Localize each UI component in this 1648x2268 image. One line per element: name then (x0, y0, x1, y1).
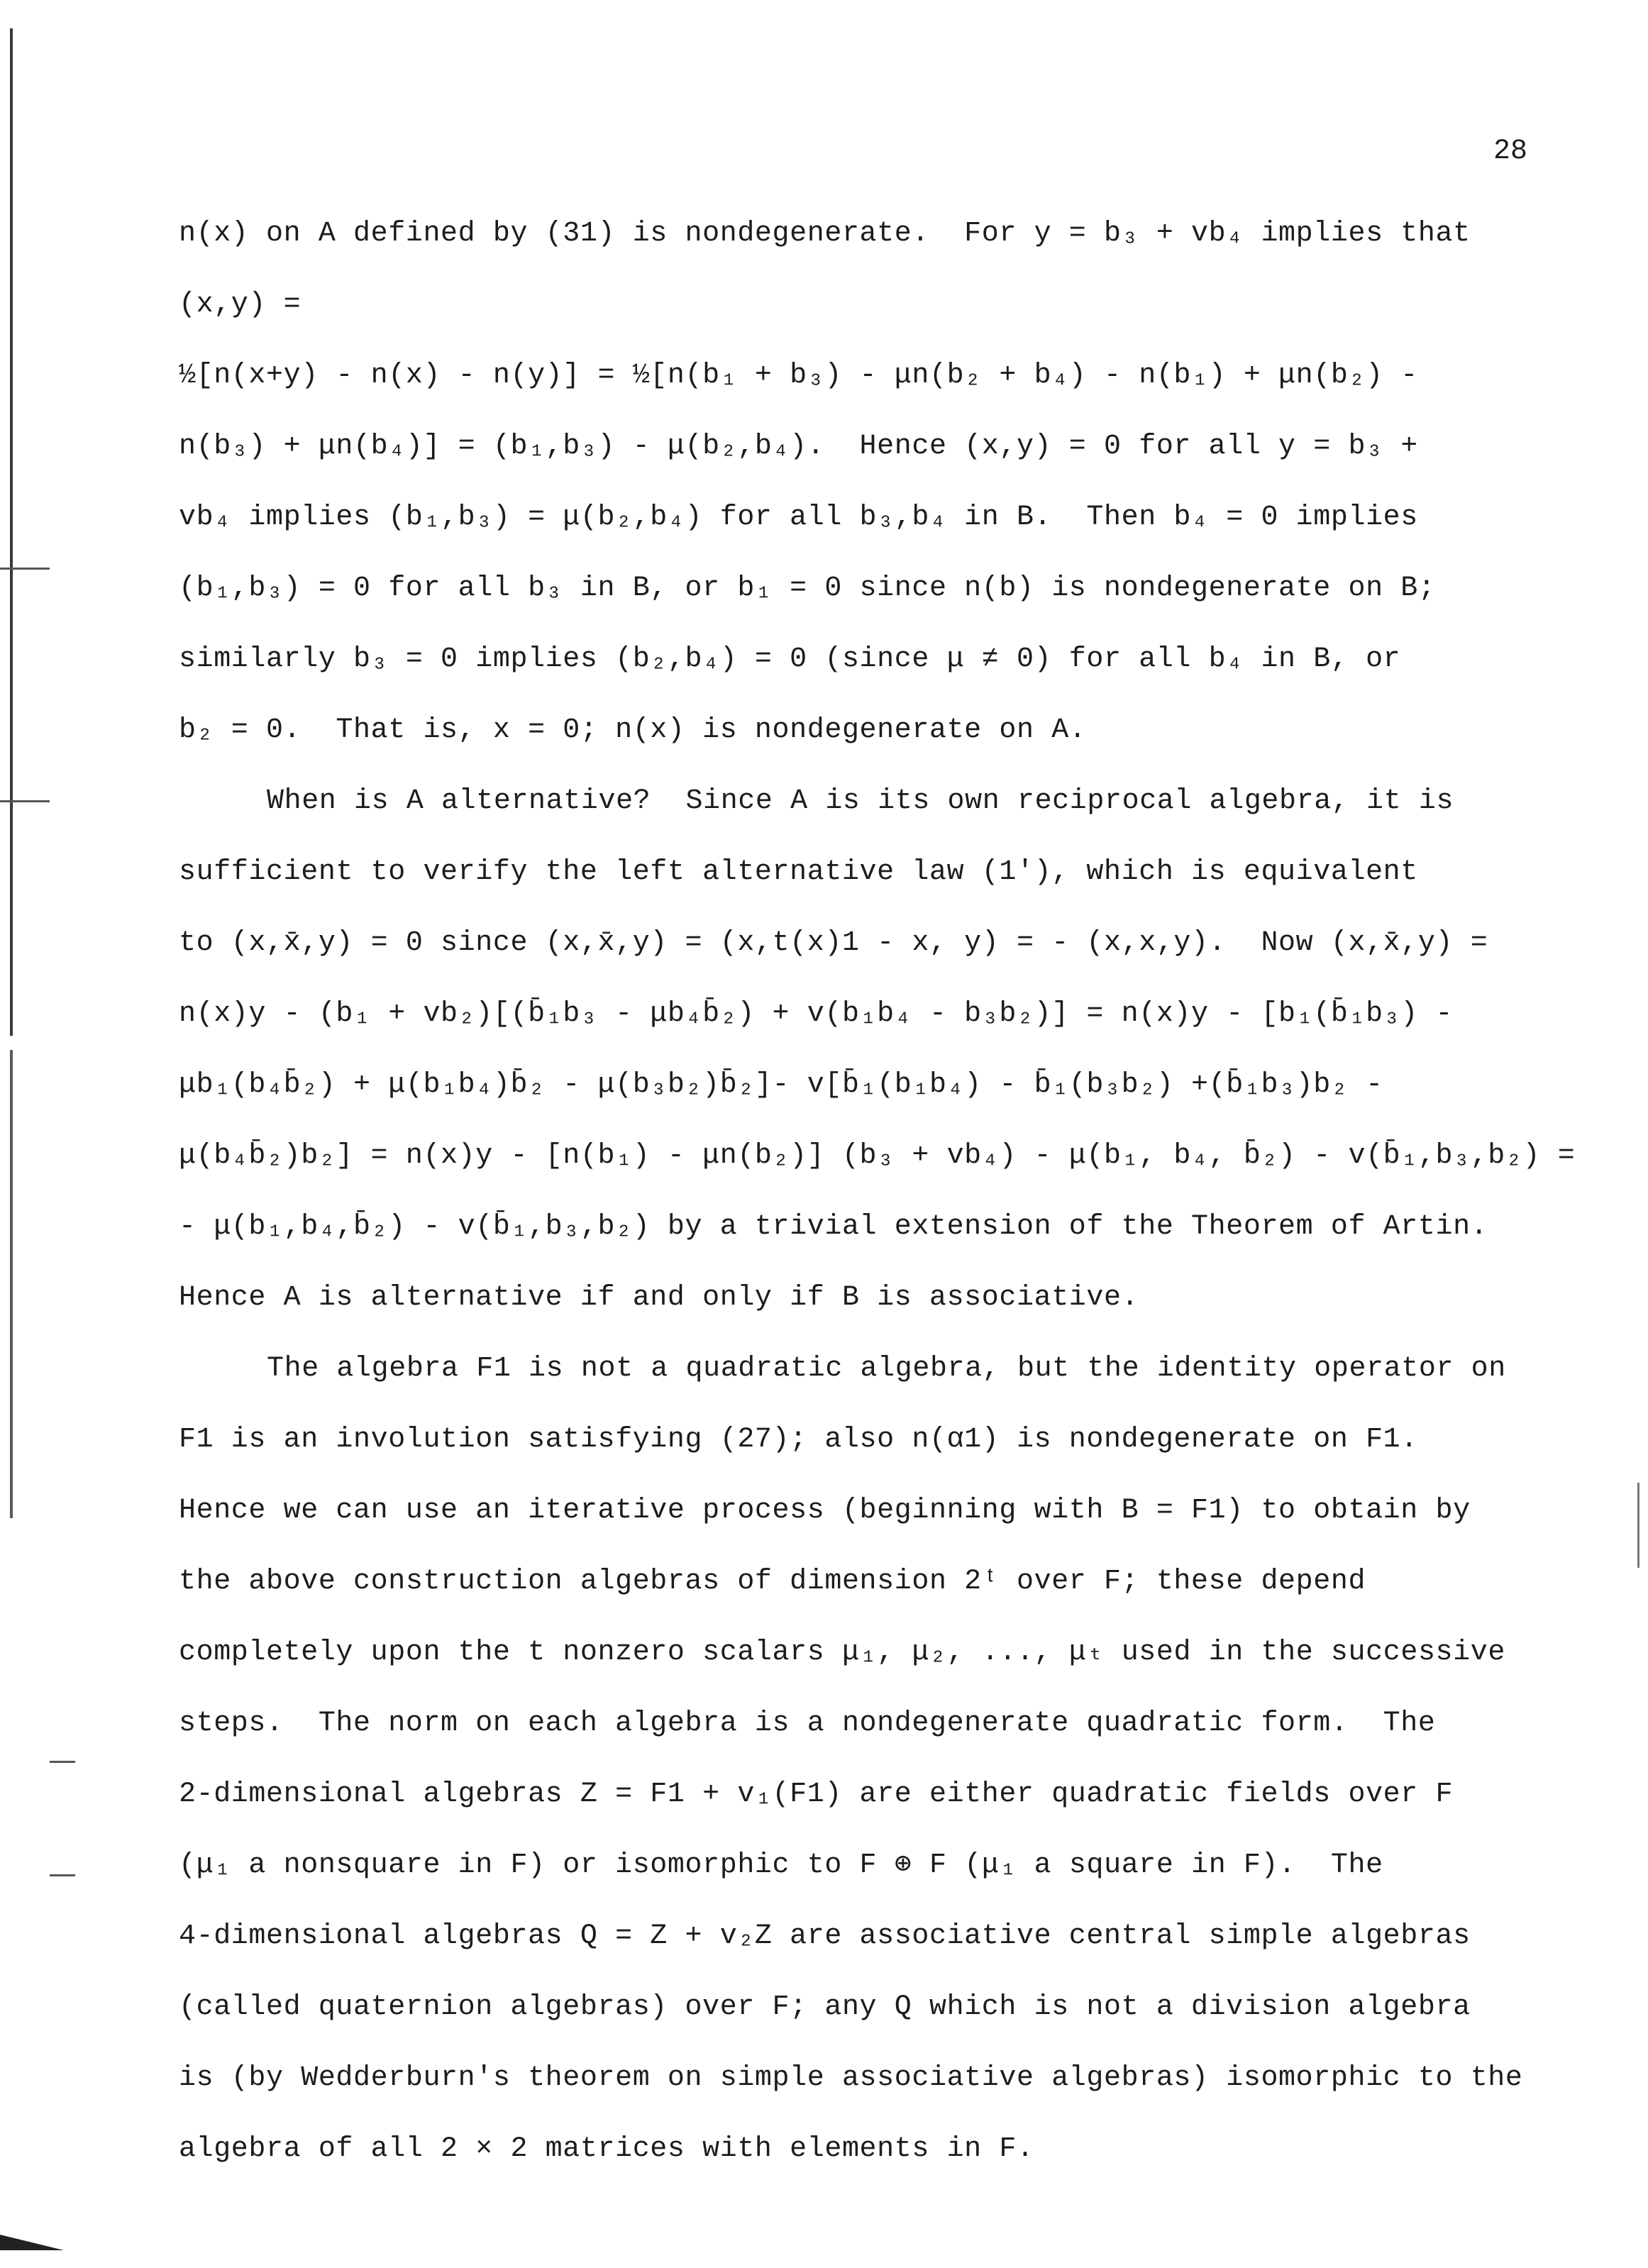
text-line: steps. The norm on each algebra is a nondegenerate quadratic form. The (179, 1708, 1436, 1739)
text-line: F1 is an involution satisfying (27); also n(α1) is nondegenerate on F1. (179, 1424, 1418, 1456)
text-line: vb₄ implies (b₁,b₃) = μ(b₂,b₄) for all b₃,b₄ in B. Then b₄ = 0 implies (179, 502, 1418, 533)
text-line: is (by Wedderburn's theorem on simple associative algebras) isomorphic to the (179, 2062, 1523, 2094)
text-line: ½[n(x+y) - n(x) - n(y)] = ½[n(b₁ + b₃) - μn(b₂ + b₄) - n(b₁) + μn(b₂) - (179, 360, 1418, 392)
text-line: n(x) on A defined by (31) is nondegenerate. For y = b₃ + vb₄ implies that (179, 218, 1471, 250)
text-line: (called quaternion algebras) over F; any Q which is not a division algebra (179, 1991, 1471, 2023)
text-line: 4-dimensional algebras Q = Z + v₂Z are associative central simple algebras (179, 1920, 1471, 1952)
text-line: μb₁(b₄b̄₂) + μ(b₁b₄)b̄₂ - μ(b₃b₂)b̄₂]- v[b̄₁(b₁b₄) - b̄₁(b₃b₂) +(b̄₁b₃)b₂ - (179, 1069, 1383, 1101)
text-line: the above construction algebras of dimension 2ᵗ over F; these depend (179, 1566, 1366, 1598)
bottom-edge-mark (0, 2235, 64, 2250)
body-text (179, 199, 1576, 2185)
text-line: (x,y) = (179, 289, 302, 321)
text-line: - μ(b₁,b₄,b̄₂) - v(b̄₁,b₃,b₂) by a trivial extension of the Theorem of Artin. (179, 1211, 1488, 1243)
left-margin-rule-lower (10, 1050, 13, 1518)
text-line: to (x,x̄,y) = 0 since (x,x̄,y) = (x,t(x)1 - x, y) = - (x,x,y). Now (x,x̄,y) = (179, 927, 1488, 959)
text-line: (b₁,b₃) = 0 for all b₃ in B, or b₁ = 0 since n(b) is nondegenerate on B; (179, 572, 1436, 604)
page-number: 28 (1493, 135, 1528, 167)
right-margin-mark (1637, 1483, 1639, 1568)
text-line: similarly b₃ = 0 implies (b₂,b₄) = 0 (since μ ≠ 0) for all b₄ in B, or (179, 643, 1401, 675)
text-line: n(b₃) + μn(b₄)] = (b₁,b₃) - μ(b₂,b₄). Hence (x,y) = 0 for all y = b₃ + (179, 431, 1418, 463)
text-line: sufficient to verify the left alternative law (1'), which is equivalent (179, 856, 1418, 888)
text-line: Hence A is alternative if and only if B is associative. (179, 1282, 1139, 1314)
text-line: algebra of all 2 × 2 matrices with elements in F. (179, 2133, 1034, 2165)
text-line: completely upon the t nonzero scalars μ₁, μ₂, ..., μₜ used in the successive (179, 1637, 1505, 1669)
text-line: When is A alternative? Since A is its own reciprocal algebra, it is (267, 785, 1454, 817)
left-margin-rule (10, 28, 13, 1036)
margin-tick-mark (50, 1874, 75, 1876)
margin-tick-mark (0, 800, 50, 802)
margin-tick-mark (0, 568, 50, 570)
text-line: The algebra F1 is not a quadratic algebra, but the identity operator on (267, 1353, 1506, 1385)
text-line: μ(b₄b̄₂)b₂] = n(x)y - [n(b₁) - μn(b₂)] (b₃ + vb₄) - μ(b₁, b₄, b̄₂) - v(b̄₁,b₃,b₂) = (179, 1140, 1576, 1172)
margin-tick-mark (50, 1761, 75, 1763)
text-line: Hence we can use an iterative process (beginning with B = F1) to obtain by (179, 1495, 1471, 1527)
text-line: 2-dimensional algebras Z = F1 + v₁(F1) are either quadratic fields over F (179, 1779, 1454, 1810)
text-line: b₂ = 0. That is, x = 0; n(x) is nondegenerate on A. (179, 714, 1087, 746)
text-line: (μ₁ a nonsquare in F) or isomorphic to F ⊕ F (μ₁ a square in F). The (179, 1849, 1383, 1881)
text-line: n(x)y - (b₁ + vb₂)[(b̄₁b₃ - μb₄b̄₂) + v(b₁b₄ - b₃b₂)] = n(x)y - [b₁(b̄₁b₃) - (179, 998, 1454, 1030)
